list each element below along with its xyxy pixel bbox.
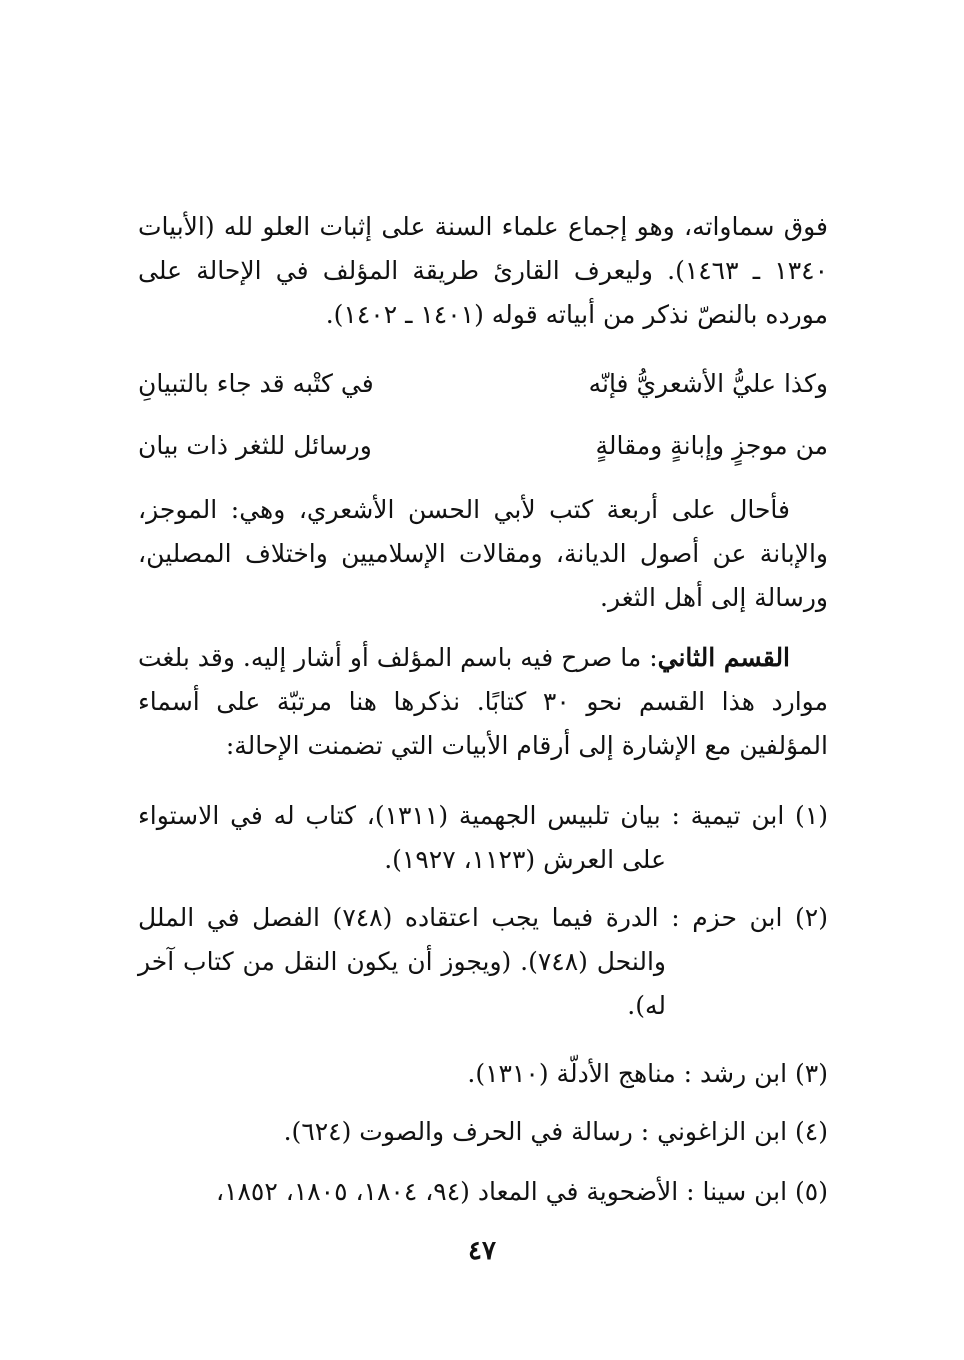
poem-verse xyxy=(138,364,828,404)
section-heading: القسم الثاني xyxy=(657,643,791,672)
item-text: : مناهج الأدلّة (١٣١٠). xyxy=(467,1059,693,1088)
intro-paragraph: فوق سماواته، وهو إجماع علماء السنة على إثبات العلو لله (الأبيات ١٣٤٠ ـ ١٤٦٣). وليعرف القارئ طريقة المؤلف في الإحالة على مورده بالنصّ نذكر من أبياته قوله (١٤٠١ ـ ١٤٠٢). xyxy=(138,212,828,329)
item-author: ابن سينا xyxy=(702,1177,788,1206)
item-author: ابن حزم xyxy=(692,903,783,932)
item-author: ابن تيمية xyxy=(690,801,785,830)
list-item xyxy=(138,896,828,1028)
list-item xyxy=(138,1110,828,1154)
section-text: : ما صرح فيه باسم المؤلف أو أشار إليه. وقد بلغت موارد هذا القسم نحو ٣٠ كتابًا. نذكرها هنا مرتبّة على أسماء المؤلفين مع الإشارة إلى أرقام الأبيات التي تضمنت الإحالة: xyxy=(138,643,828,760)
verse-second-hemistich: في كتْبه قد جاء بالتبيانِ xyxy=(138,369,374,398)
item-number: (١) xyxy=(795,801,829,830)
commentary-paragraph: فأحال على أربعة كتب لأبي الحسن الأشعري، وهي: الموجز، والإبانة عن أصول الديانة، ومقالات الإسلاميين واختلاف المصلين، ورسالة إلى أهل الثغر. xyxy=(138,495,828,612)
item-text: : بيان تلبيس الجهمية (١٣١١)، كتاب له في الاستواء على العرش (١١٢٣، ١٩٢٧). xyxy=(138,801,680,874)
item-text: : الدرة فيما يجب اعتقاده (٧٤٨) الفصل في الملل والنحل (٧٤٨). (ويجوز أن يكون النقل من كتاب آخر له). xyxy=(138,903,680,1020)
item-author: ابن الزاغوني xyxy=(657,1117,788,1146)
item-number: (٣) xyxy=(795,1059,828,1088)
item-number: (٤) xyxy=(795,1117,828,1146)
item-author: ابن رشد xyxy=(700,1059,788,1088)
item-text: : الأضحوية في المعاد (٩٤، ١٨٠٤، ١٨٠٥، ١٨٥٢، xyxy=(216,1177,695,1206)
item-text: : رسالة في الحرف والصوت (٦٢٤). xyxy=(283,1117,650,1146)
item-number: (٢) xyxy=(795,903,828,932)
verse-first-hemistich: من موجزٍ وإبانةٍ ومقالةٍ xyxy=(595,431,828,460)
page-number: ٤٧ xyxy=(468,1236,496,1266)
verse-first-hemistich: وكذا عليُّ الأشعريُّ فإنّه xyxy=(588,369,828,398)
section-paragraph xyxy=(138,636,828,768)
poem-verse xyxy=(138,426,828,466)
list-item xyxy=(138,794,828,882)
verse-second-hemistich: ورسائل للثغر ذات بيان xyxy=(138,431,372,460)
list-item xyxy=(138,1052,828,1096)
list-item xyxy=(138,1170,828,1214)
item-number: (٥) xyxy=(795,1177,828,1206)
